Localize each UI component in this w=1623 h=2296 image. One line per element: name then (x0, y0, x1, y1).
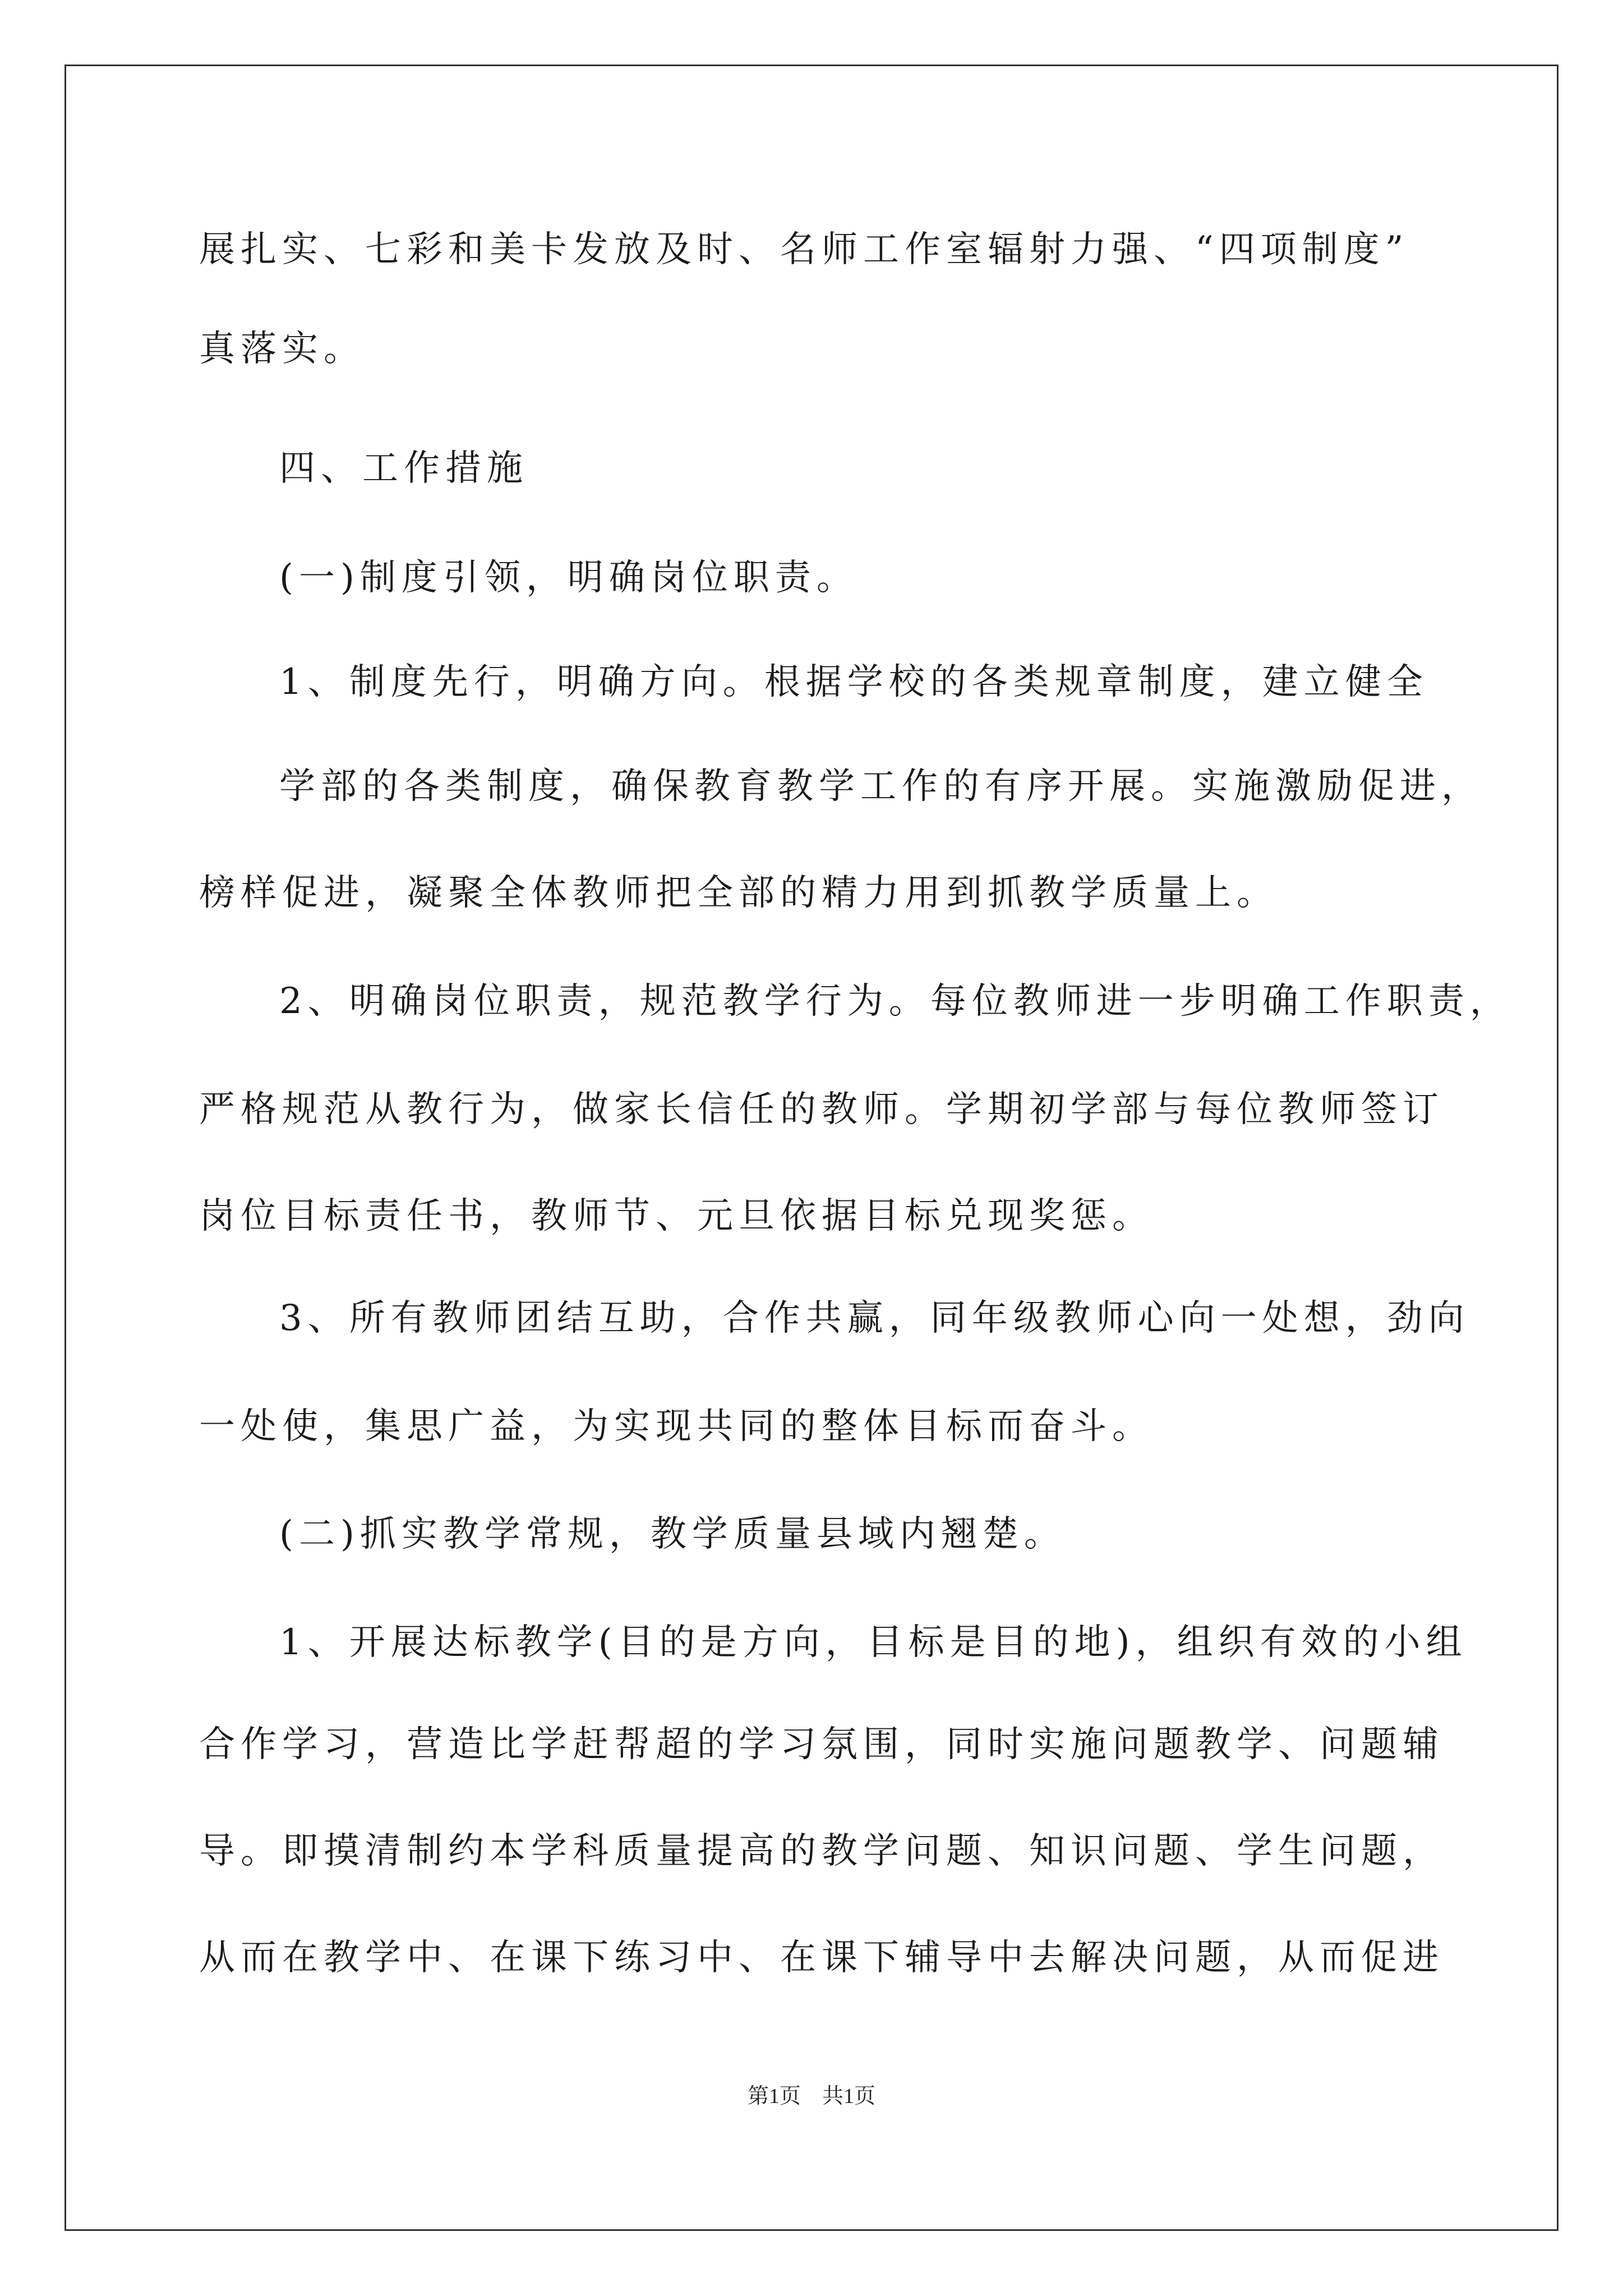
text-line-11: 3、所有教师团结互助，合作共赢，同年级教师心向一处想，劲向 (279, 1297, 1470, 1339)
text-line-14: 1、开展达标教学(目的是方向，目标是目的地)，组织有效的小组 (279, 1622, 1468, 1663)
text-line-7: 榜样促进，凝聚全体教师把全部的精力用到抓教学质量上。 (199, 872, 1278, 914)
text-line-2: 真落实。 (199, 328, 365, 370)
text-line-5: 1、制度先行，明确方向。根据学校的各类规章制度，建立健全 (279, 661, 1428, 703)
subsection-heading-1: (一)制度引领，明确岗位职责。 (279, 557, 858, 599)
page-border (64, 65, 1559, 2231)
text-line-9: 严格规范从教行为，做家长信任的教师。学期初学部与每位教师签订 (199, 1089, 1444, 1130)
text-line-15: 合作学习，营造比学赶帮超的学习氛围，同时实施问题教学、问题辅 (199, 1724, 1444, 1765)
text-line-8: 2、明确岗位职责，规范教学行为。每位教师进一步明确工作职责， (279, 981, 1511, 1022)
text-line-1: 展扎实、七彩和美卡发放及时、名师工作室辐射力强、“四项制度” (199, 229, 1409, 270)
section-heading-4: 四、工作措施 (279, 448, 528, 489)
subsection-heading-2: (二)抓实教学常规，教学质量县域内翘楚。 (279, 1513, 1066, 1555)
page-number-footer: 第1页 共1页 (747, 2085, 875, 2108)
text-line-10: 岗位目标责任书，教师节、元旦依据目标兑现奖惩。 (199, 1195, 1154, 1237)
text-line-12: 一处使，集思广益，为实现共同的整体目标而奋斗。 (199, 1406, 1154, 1447)
text-line-16: 导。即摸清制约本学科质量提高的教学问题、知识问题、学生问题， (199, 1830, 1444, 1872)
text-line-17: 从而在教学中、在课下练习中、在课下辅导中去解决问题，从而促进 (199, 1937, 1444, 1978)
text-line-6: 学部的各类制度，确保教育教学工作的有序开展。实施激励促进， (279, 766, 1483, 807)
